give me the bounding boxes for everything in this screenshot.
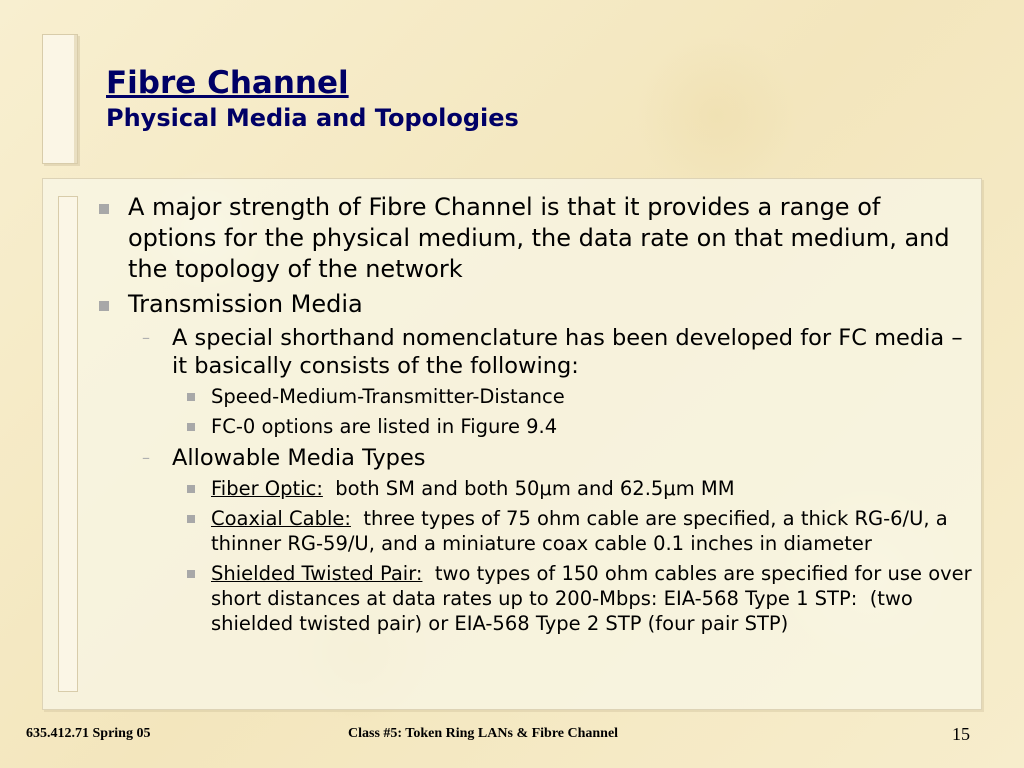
sub-sub-bullet-text: FC-0 options are listed in Figure 9.4 [211,415,558,438]
dash-bullet-icon: – [142,448,150,467]
sub-bullet-text: A special shorthand nomenclature has been developed for FC media – it basically consists of the following: [172,325,963,379]
title-block [106,64,519,134]
fiber-optic-label: Fiber Optic: [211,477,323,500]
square-bullet-icon [187,423,195,431]
slide-subtitle: Physical Media and Topologies [106,104,519,132]
bullet-text: A major strength of Fibre Channel is that it provides a range of options for the physical medium, the data rate on that medium, and the topology of the network [128,193,950,283]
coaxial-cable-label: Coaxial Cable: [211,507,351,530]
title-accent-bar [42,34,78,164]
square-bullet-icon [187,570,195,578]
sub-bullet-item [142,324,976,380]
sub-sub-bullet-item [211,561,976,636]
coaxial-cable-text: three types of 75 ohm cable are specified, a thick RG-6/U, a thinner RG-59/U, and a miniature coax cable 0.1 inches in diameter [211,507,954,555]
sub-bullet-item [142,444,976,472]
dash-bullet-icon: – [142,328,150,347]
square-bullet-icon [99,204,109,214]
bullet-text: Transmission Media [128,290,363,318]
sub-bullet-text: Allowable Media Types [172,445,426,471]
sub-sub-bullet-text: Speed-Medium-Transmitter-Distance [211,385,565,408]
sub-sub-bullet-item [211,384,976,409]
bullet-item [96,289,976,320]
square-bullet-icon [187,515,195,523]
square-bullet-icon [99,301,109,311]
shielded-twisted-pair-label: Shielded Twisted Pair: [211,562,423,585]
square-bullet-icon [187,485,195,493]
sub-sub-bullet-item [211,414,976,439]
bullet-item [96,192,976,285]
content-accent-bar [58,196,78,692]
shielded-twisted-pair-text: two types of 150 ohm cables are specified for use over short distances at data rates up to 200-Mbps: EIA-568 Type 1 STP: (two shielded twisted pair) or EIA-568 Type 2 STP (four pair STP) [211,562,978,635]
bullet-list [96,192,976,641]
fiber-optic-text: both SM and both 50μm and 62.5μm MM [322,477,735,500]
footer-course: 635.412.71 Spring 05 [26,726,151,741]
page-number: 15 [952,724,970,744]
footer-class-title: Class #5: Token Ring LANs & Fibre Channel [348,726,619,741]
sub-sub-bullet-item [211,476,976,501]
square-bullet-icon [187,393,195,401]
sub-sub-bullet-item [211,506,976,556]
slide-title: Fibre Channel [106,65,349,101]
